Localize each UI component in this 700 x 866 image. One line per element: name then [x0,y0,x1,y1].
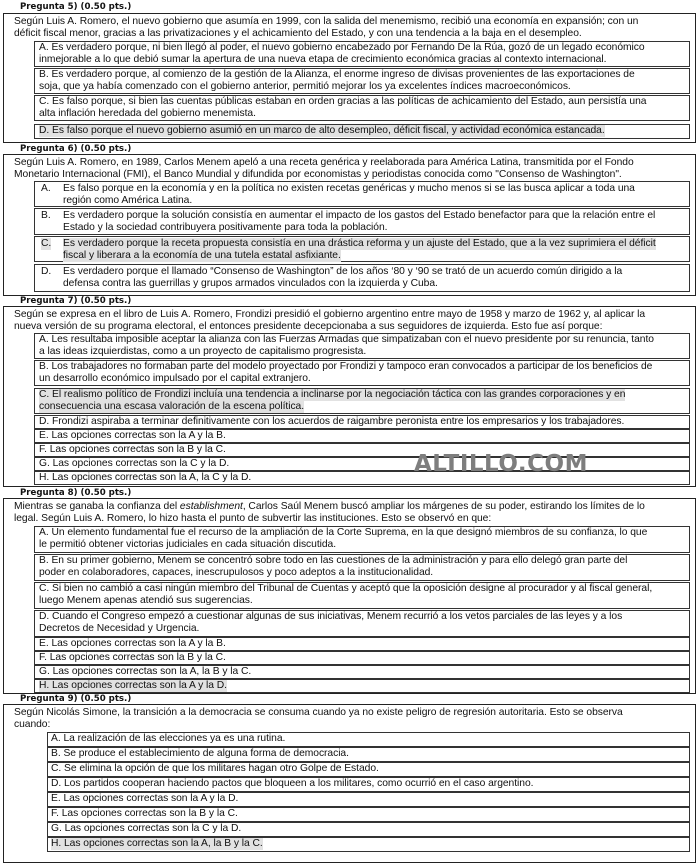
option-d-line-1: D. Los partidos cooperan haciendo pactos que bloqueen a los militares, como ocurrió en el caso argentino. [51,778,534,789]
question-5-stem-line-2: déficit fiscal menor, gracias a las privatizaciones y el achicamiento del Estado, y con una tendencia a la baja en el desempleo. [14,28,582,39]
question-7 [3,296,697,487]
option-b-line-2: soja, que ya había comenzado con el gobierno anterior, permitió mejorar los ya excelentes índices macroeconómicos. [39,81,571,92]
question-7-stem-line-2: nueva versión de su programa electoral, el entonces presidente decepcionaba a sus seguidores de izquierda. Esto fue así porque: [14,321,603,332]
option-e-line-1: E. Las opciones correctas son la A y la B. [39,430,226,441]
option-b-line-1: Es verdadero porque la solución consistía en aumentar el impacto de los gastos del Estado benefactor para que la relación entre el [63,210,656,221]
option-d-line-1: Es verdadero porque el llamado “Consenso de Washington” de los años ‘80 y ‘90 se trató de un acuerdo común dirigido a la [63,266,623,277]
option-d-line-2: defensa contra las guerrillas y grupos armados vinculados con la izquierda y Cuba. [63,278,438,289]
option-c-letter: C. [41,238,52,249]
option-d-line-1: D. Frondizi aspiraba a terminar definitivamente con los acuerdos de raigambre peronista entre los empresarios y los trabajadores. [39,416,625,427]
question-8-stem-line-1: Mientras se ganaba la confianza del establishment, Carlos Saúl Menem buscó ampliar los márgenes de su poder, estirando los límites de lo [14,501,645,512]
site-watermark: ALTILLO.COM [414,451,588,477]
option-d-line-1: D. Cuando el Congreso empezó a cuestionar algunas de sus iniciativas, Menem recurrió a los vetos parciales de las leyes y a los [39,611,623,622]
option-a-line-1: A. Un elemento fundamental fue el recurso de la ampliación de la Corte Suprema, en la que designó miembros de su confianza, lo que [39,527,648,538]
option-c-line-2: alta inflación heredada del gobierno menemista. [39,108,256,119]
option-a-letter: A. [41,183,51,194]
option-d-letter: D. [41,266,52,277]
option-g-line-1: G. Las opciones correctas son la C y la D. [51,823,242,834]
question-5 [3,0,697,143]
option-a-line-1: A. La realización de las elecciones ya es una rutina. [51,733,286,744]
question-9-stem-line-2: cuando: [14,719,51,730]
question-7-heading: Pregunta 7) (0.50 pts.) [20,296,132,306]
option-g-line-1: G. Las opciones correctas son la C y la D. [39,458,230,469]
option-b-line-2: poder en colaboradores, capaces, inescrupulosos y poco adeptos a la institucionalidad. [39,567,434,578]
question-5-stem-line-1: Según Luis A. Romero, el nuevo gobierno que asumía en 1999, con la salida del menemismo, recibió una economía en expansión; con un [14,16,639,27]
option-a-line-2: le permitió obtener victorias judiciales en cada situación discutida. [39,539,337,550]
option-c-line-1: C. Es falso porque, si bien las cuentas públicas estaban en orden gracias a las políticas de achicamiento del Estado, aun persistía una [39,96,647,107]
question-6-heading: Pregunta 6) (0.50 pts.) [20,144,132,154]
option-e-line-1: E. Las opciones correctas son la A y la B. [39,638,226,649]
option-c-line-1: Es verdadero porque la receta propuesta consistía en una drástica reforma y un ajuste del Estado, que a la vez suprimiera el déficit [63,238,656,249]
question-9 [3,694,697,864]
option-h-line-1: H. Las opciones correctas son la A y la D. [39,680,227,691]
question-5-heading: Pregunta 5) (0.50 pts.) [20,2,132,12]
option-b-line-2: Estado y la sociedad contribuyera positivamente para toda la población. [63,222,388,233]
option-h-line-1: H. Las opciones correctas son la A, la C y la D. [39,472,252,483]
question-9-stem-line-1: Según Nicolás Simone, la transición a la democracia se consuma cuando ya no existe peligro de regresión autoritaria. Esto se observa [14,707,623,718]
option-a-line-2: región como América Latina. [63,195,193,206]
option-c-line-2: luego Menem apenas atendió sus sugerencias. [39,595,253,606]
option-b-line-2: un desarrollo económico impulsado por el capital extranjero. [39,373,311,384]
option-g-line-1: G. Las opciones correctas son la A, la B y la C. [39,666,252,677]
option-a-line-1: A. Les resultaba imposible aceptar la alianza con las Fuerzas Armadas que simpatizaban con el nuevo presidente por su renuncia, tanto [39,334,654,345]
option-a-line-1: A. Es verdadero porque, ni bien llegó al poder, el nuevo gobierno encabezado por Fernando De la Rúa, gozó de un legado económico [39,42,645,53]
option-c-line-1: C. El realismo político de Frondizi incluía una tendencia a inclinarse por la negociación táctica con las grandes corporaciones y en [39,389,626,400]
option-e-line-1: E. Las opciones correctas son la A y la D. [51,793,239,804]
question-6-stem-line-1: Según Luis A. Romero, en 1989, Carlos Menem apeló a una receta genérica y reelaborada para América Latina, transmitida por el Fondo [14,157,634,168]
option-a-line-2: a las ideas izquierdistas, como a un proyecto de capitalismo progresista. [39,346,367,357]
option-f-line-1: F. Las opciones correctas son la B y la C. [39,652,226,663]
option-b-letter: B. [41,210,51,221]
question-6 [3,143,697,296]
option-f-line-1: F. Las opciones correctas son la B y la C. [39,444,226,455]
option-c-line-2: fiscal y liberara a la economía de una tutela estatal asfixiante. [63,250,341,261]
option-c-line-1: C. Si bien no cambió a casi ningún miembro del Tribunal de Cuentas y aceptó que la oposición designe al procurador y al fiscal general, [39,583,653,594]
option-d-line-1: D. Es falso porque el nuevo gobierno asumió en un marco de alto desempleo, déficit fiscal, y actividad económica estancada. [39,125,605,136]
question-9-heading: Pregunta 9) (0.50 pts.) [20,694,132,704]
option-b-line-1: B. Es verdadero porque, al comienzo de la gestión de la Alianza, el enorme ingreso de divisas provenientes de las exportaciones de [39,69,635,80]
question-8-stem-line-2: legal. Según Luis A. Romero, lo hizo hasta el punto de subvertir las instituciones. Esto se observó en que: [14,513,492,524]
question-7-stem-line-1: Según se expresa en el libro de Luis A. Romero, Frondizi presidió el gobierno argentino entre mayo de 1958 y marzo de 1962 y, al aplicar la [14,309,646,320]
question-8-heading: Pregunta 8) (0.50 pts.) [20,488,132,498]
option-a-line-1: Es falso porque en la economía y en la política no existen recetas genéricas y mucho menos si se las busca aplicar a toda una [63,183,635,194]
option-d-line-2: Decretos de Necesidad y Urgencia. [39,623,200,634]
option-h-line-1: H. Las opciones correctas son la A, la B y la C. [51,838,263,849]
question-6-stem-line-2: Monetario Internacional (FMI), el Banco Mundial y difundida por economistas y periodistas conocida como "Consenso de Washington". [14,169,622,180]
option-c-line-2: consecuencia una escasa valoración de la escena política. [39,401,305,412]
option-c-line-1: C. Se elimina la opción de que los militares hagan otro Golpe de Estado. [51,763,379,774]
italic-term: establishment [179,501,243,512]
option-f-line-1: F. Las opciones correctas son la B y la C. [51,808,238,819]
option-b-line-1: B. En su primer gobierno, Menem se concentró sobre todo en las cuestiones de la administración y para ello delegó gran parte del [39,555,628,566]
question-8 [3,487,697,694]
option-b-line-1: B. Los trabajadores no formaban parte del modelo proyectado por Frondizi y tampoco eran convocados a participar de los beneficios de [39,361,653,372]
option-b-line-1: B. Se produce el establecimiento de alguna forma de democracia. [51,748,349,759]
option-a-line-2: inmejorable a lo que debió sumar la apertura de una nueva etapa de crecimiento económica gracias al contexto internacional. [39,54,607,65]
